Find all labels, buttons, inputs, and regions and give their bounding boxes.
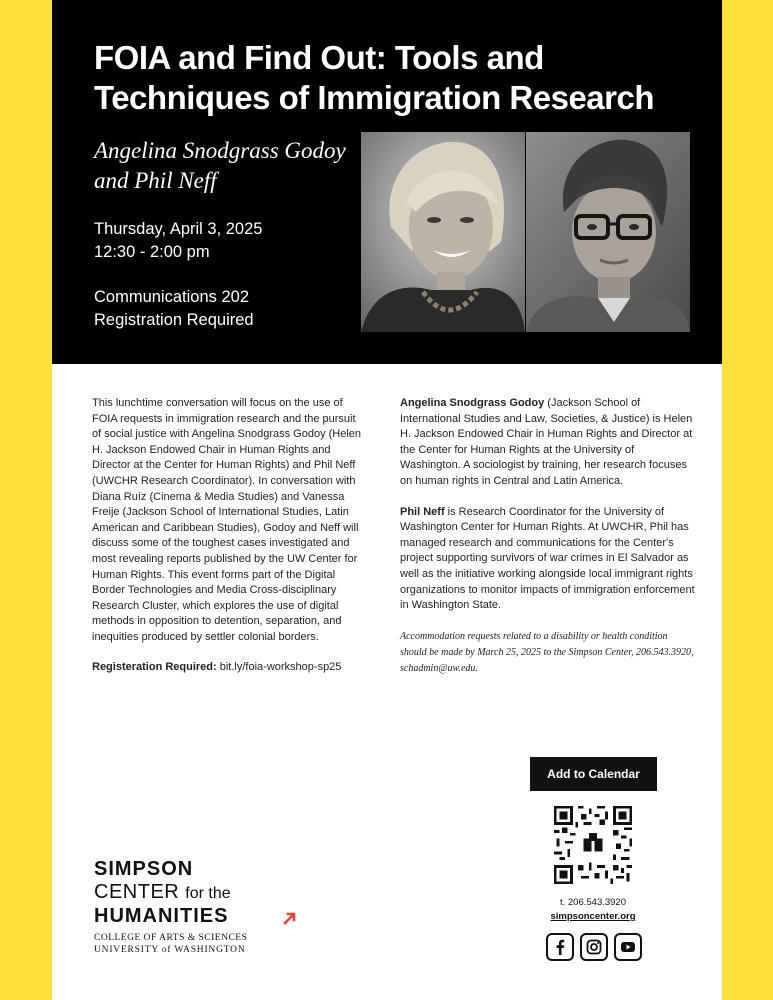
bio-neff-text: is Research Coordinator for the University of Washington Center for Human Rights. At UWCHR, Phil has managed research and communications for the Center's project supporting survivors of war crimes in El Salvador as well as the initiative working alongside local immigrant rights organizations to monitor impacts of immigration enforcement in Washington State. [400, 505, 695, 612]
website-link[interactable]: simpsoncenter.org [550, 911, 636, 922]
accommodation-note: Accommodation requests related to a disability or health condition should be made by March 25, 2025 to the Simpson Center, 206.543.3920, schadmin@uw.edu. [400, 630, 694, 674]
logo-arrow-icon [283, 911, 297, 925]
qr-code-icon[interactable] [554, 806, 632, 884]
registration-link[interactable]: bit.ly/foia-workshop-sp25 [219, 660, 342, 673]
social-links [546, 933, 642, 961]
instagram-icon [586, 939, 602, 955]
event-speakers: Angelina Snodgrass Godoy and Phil Neff [94, 138, 346, 193]
logo-college: COLLEGE OF ARTS & SCIENCES [94, 933, 248, 943]
bio-neff [400, 505, 696, 614]
logo-center: CENTER [94, 881, 180, 903]
registration-line [92, 660, 366, 676]
youtube-link[interactable] [614, 933, 642, 961]
youtube-icon [620, 939, 636, 955]
contact-info [500, 896, 686, 924]
facebook-link[interactable] [546, 933, 574, 961]
event-description: This lunchtime conversation will focus on the use of FOIA requests in immigration research and the pursuit of social justice with Angelina Snodgrass Godoy (Helen H. Jackson Endowed Chair in Human Rights and Director at the Center for Human Rights) and Phil Neff (UWCHR Research Coordinator). In conversation with Diana Ruíz (Cinema & Media Studies) and Vanessa Freije (Jackson School of International Studies, Latin American and Caribbean Studies), Godoy and Neff will discuss some of the toughest cases investigated and most revealing reports published by the UW Center for Human Rights. This event forms part of the Digital Border Technologies and Media Cross-disciplinary Research Cluster, which explores the use of digital methods in opposition to detention, separation, and inequities produced by settler colonial borders. [92, 397, 362, 643]
logo-line-simpson: SIMPSON [94, 858, 194, 880]
bio-neff-name: Phil Neff [400, 505, 445, 518]
event-header [52, 0, 722, 364]
event-description-column [92, 396, 366, 675]
speaker-photo-godoy [361, 132, 525, 332]
event-location: Communications 202 [94, 288, 249, 306]
contact-phone: t. 206.543.3920 [559, 897, 627, 908]
bio-godoy-text: (Jackson School of International Studies and Law, Societies, & Justice) is Helen H. Jackson Endowed Chair in Human Rights and Director at the Center for Human Rights at the University of Washington. A sociologist by training, her research focuses on human rights in Central and Latin America. [400, 397, 693, 487]
event-location-block [94, 286, 354, 332]
event-time: 12:30 - 2:00 pm [94, 243, 210, 261]
event-datetime [94, 218, 354, 264]
logo-university: UNIVERSITY of WASHINGTON [94, 945, 246, 955]
bios-column [400, 396, 696, 692]
event-registration-note: Registration Required [94, 311, 254, 329]
registration-label: Registeration Required: [92, 660, 217, 673]
bio-godoy [400, 396, 696, 490]
logo-for-the: for the [185, 885, 231, 902]
instagram-link[interactable] [580, 933, 608, 961]
speaker-photo-neff [526, 132, 690, 332]
event-date: Thursday, April 3, 2025 [94, 220, 263, 238]
flyer-sheet [52, 0, 722, 1000]
logo-line-center [94, 881, 314, 905]
add-to-calendar-button[interactable]: Add to Calendar [530, 757, 657, 791]
event-title: FOIA and Find Out: Tools and Techniques of Immigration Research [94, 39, 655, 116]
facebook-icon [552, 939, 568, 955]
logo-line-humanities: HUMANITIES [94, 905, 229, 927]
bio-godoy-name: Angelina Snodgrass Godoy [400, 397, 545, 409]
simpson-center-logo [94, 858, 314, 957]
